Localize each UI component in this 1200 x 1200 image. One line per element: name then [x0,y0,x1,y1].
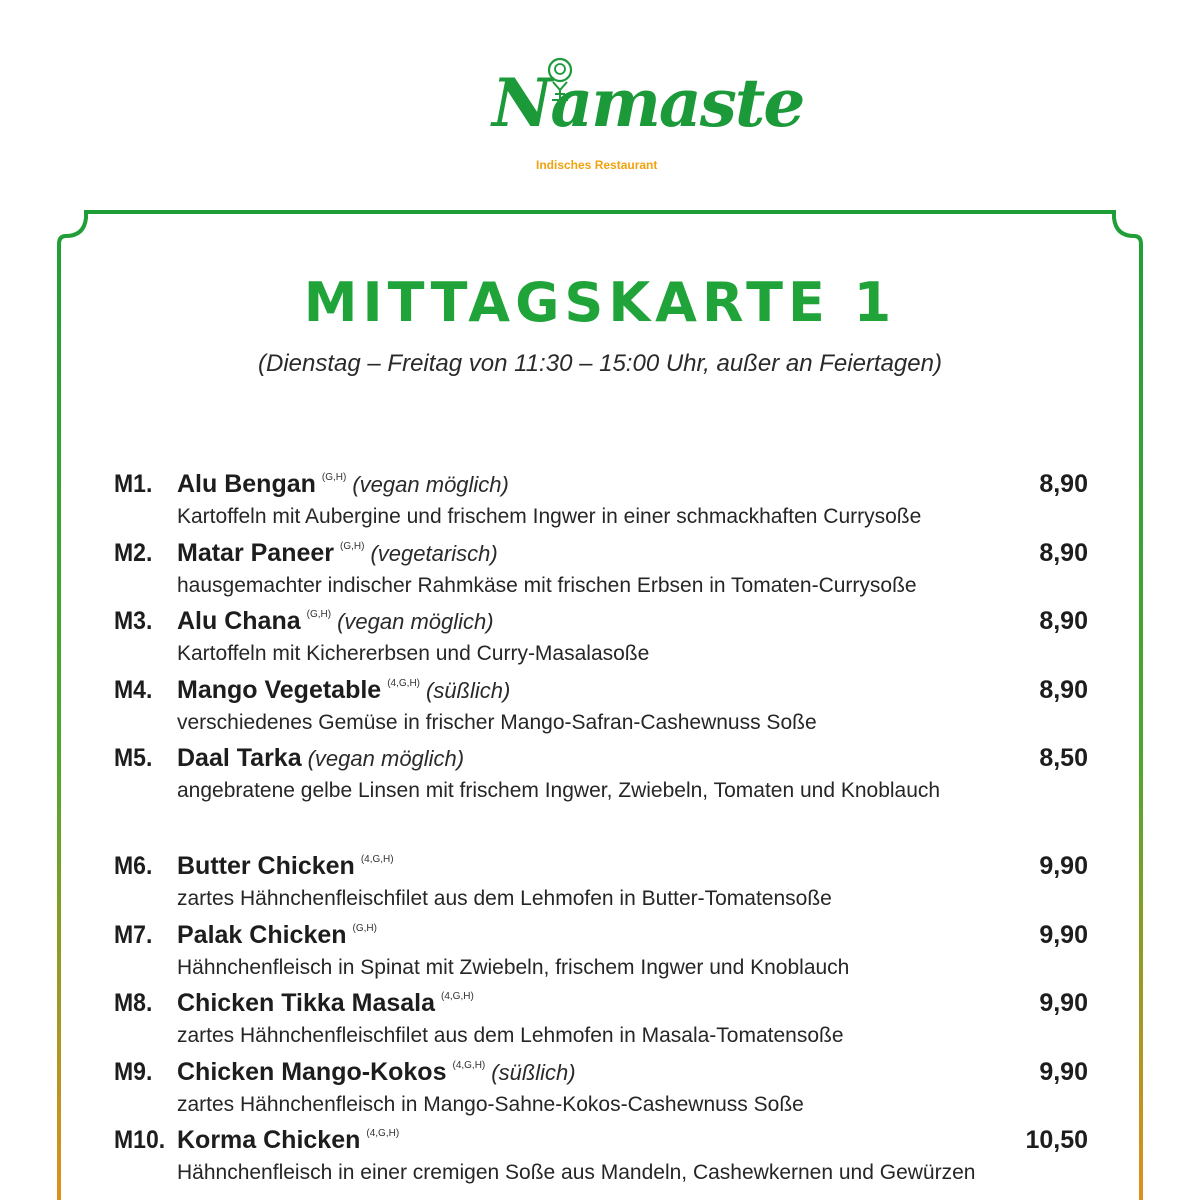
menu-item-note: (süßlich) [491,1059,576,1085]
menu-item-number: M8. [114,989,153,1018]
menu-item-number: M1. [114,470,153,498]
menu-item-price: 9,90 [1039,989,1088,1018]
menu-item-name: Palak Chicken [177,920,347,949]
menu-item-heading [114,539,498,573]
menu-item-description: Hähnchenfleisch in Spinat mit Zwiebeln, frischem Ingwer und Knoblauch [177,955,850,979]
menu-item [114,539,1088,608]
menu-item-price: 8,90 [1039,538,1088,567]
menu-item-number: M7. [114,920,153,949]
menu-item-heading [114,744,464,778]
menu-item-number: M4. [114,675,153,704]
menu-item-price: 10,50 [1025,1126,1088,1155]
logo-subtitle: Indisches Restaurant [536,158,658,172]
menu-item-allergens: (4,G,H) [441,991,474,1003]
menu-item-price: 8,90 [1039,607,1088,636]
menu-item-name: Chicken Mango-Kokos [177,1057,447,1086]
menu-item-number: M9. [114,1057,153,1086]
menu-item-number: M10. [114,1126,166,1155]
menu-item-name: Korma Chicken [177,1126,361,1155]
menu-item-allergens: (G,H) [352,922,377,934]
logo-wordmark: Namaste [492,64,804,142]
menu-item-allergens: (4,G,H) [387,677,420,689]
menu-item-note: (süßlich) [426,677,511,703]
menu-item-description: angebratene gelbe Linsen mit frischem Ingwer, Zwiebeln, Tomaten und Knoblauch [177,779,941,803]
menu-item [114,852,1088,921]
menu-item-price: 9,90 [1039,851,1088,880]
menu-item-number: M2. [114,538,153,567]
menu-item-note: (vegan möglich) [307,746,465,772]
menu-item-price: 9,90 [1039,920,1088,949]
menu-item-note: (vegan möglich) [352,472,509,497]
menu-item-price: 8,90 [1039,470,1088,498]
restaurant-logo [480,52,804,178]
menu-item-heading [114,921,377,955]
menu-item [114,1126,1088,1195]
menu-item-description: Hähnchenfleisch in einer cremigen Soße aus Mandeln, Cashewkernen und Gewürzen [177,1161,976,1185]
menu-item [114,989,1088,1058]
menu-item-name: Butter Chicken [177,851,355,880]
menu-item [114,470,1088,539]
menu-list [114,470,1088,1195]
menu-item-price: 8,50 [1039,744,1088,773]
menu-item-name: Alu Chana [177,607,301,636]
menu-item-description: zartes Hähnchenfleischfilet aus dem Lehmofen in Masala-Tomatensoße [177,1024,844,1048]
opening-hours: (Dienstag – Freitag von 11:30 – 15:00 Uhr, außer an Feiertagen) [258,350,942,377]
menu-item-name: Alu Bengan [177,470,316,498]
menu-item-note: (vegetarisch) [370,540,498,566]
menu-item-heading [114,852,394,886]
menu-item-heading [114,989,474,1023]
menu-item-name: Chicken Tikka Masala [177,989,436,1018]
menu-item-heading [114,1058,576,1092]
menu-item-allergens: (4,G,H) [366,1128,400,1140]
menu-item-number: M5. [114,744,153,773]
menu-item-description: zartes Hähnchenfleischfilet aus dem Lehmofen in Butter-Tomatensoße [177,886,832,910]
menu-item-allergens: (G,H) [340,540,365,552]
menu-item-description: Kartoffeln mit Kichererbsen und Curry-Masalasoße [177,642,650,666]
menu-item [114,607,1088,676]
menu-item-heading [114,1126,399,1160]
menu-item-allergens: (4,G,H) [360,853,394,865]
menu-item-description: verschiedenes Gemüse in frischer Mango-Safran-Cashewnuss Soße [177,710,817,734]
menu-item-description: Kartoffeln mit Aubergine und frischem Ingwer in einer schmackhaften Currysoße [177,505,922,528]
menu-item-number: M6. [114,851,153,880]
menu-item-description: hausgemachter indischer Rahmkäse mit frischen Erbsen in Tomaten-Currysoße [177,573,917,597]
menu-item-description: zartes Hähnchenfleisch in Mango-Sahne-Kokos-Cashewnuss Soße [177,1092,804,1116]
menu-item-allergens: (G,H) [306,609,332,621]
menu-item-price: 8,90 [1039,675,1088,704]
menu-item [114,1058,1088,1127]
menu-item-heading [114,607,494,641]
menu-item [114,744,1088,813]
menu-item-name: Daal Tarka [177,744,302,773]
menu-item [114,676,1088,745]
menu-item-allergens: (G,H) [321,472,347,483]
menu-item-name: Mango Vegetable [177,675,382,704]
menu-item-note: (vegan möglich) [337,609,494,635]
page-title: MITTAGSKARTE 1 [303,271,897,334]
menu-item-price: 9,90 [1039,1057,1088,1086]
menu-item-allergens: (4,G,H) [452,1059,486,1071]
menu-item [114,921,1088,990]
menu-item-heading [114,676,510,710]
menu-item-name: Matar Paneer [177,538,335,567]
menu-item-number: M3. [114,607,153,636]
menu-item-heading [114,470,509,504]
